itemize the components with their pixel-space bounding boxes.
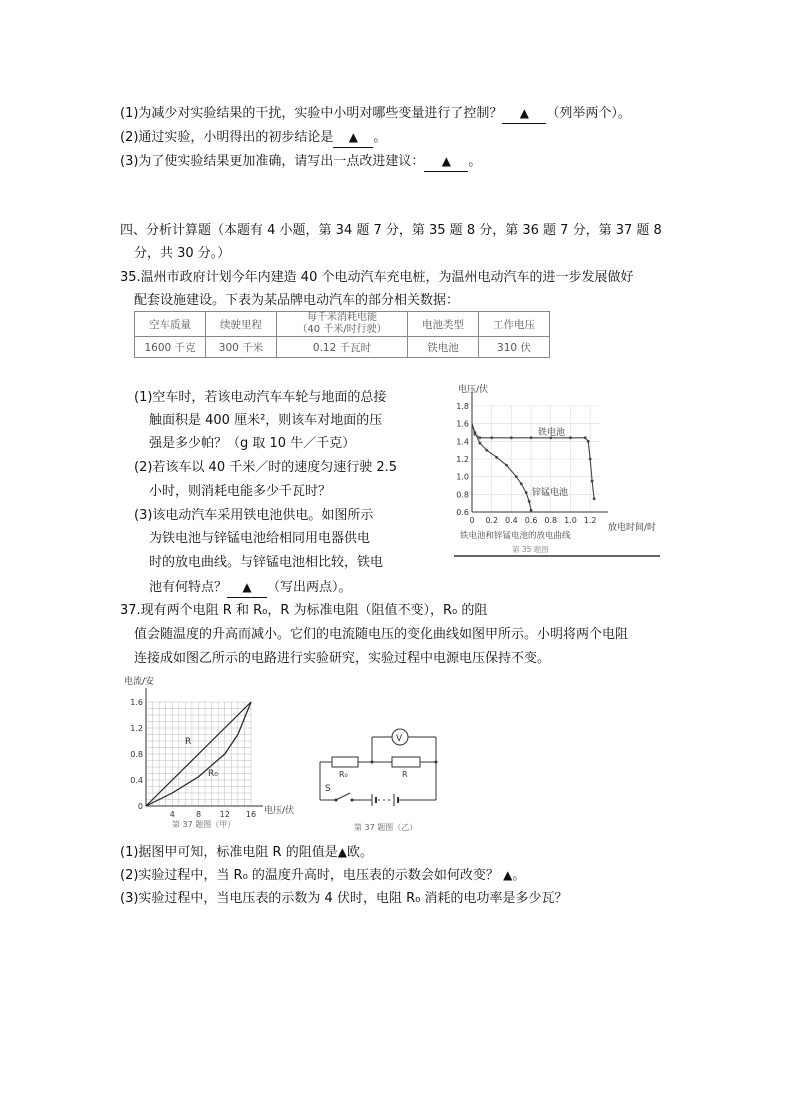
x-tick-label: 0.4 <box>505 516 518 525</box>
data-point <box>520 482 523 485</box>
y-tick-label: 1.6 <box>456 419 469 429</box>
switch-contact <box>335 799 338 802</box>
q35-part3-cont3: 池有何特点？ ▲ （写出两点）。 <box>149 578 352 598</box>
figure-label: 第 35 题图 <box>512 545 549 554</box>
q35-part3-cont: 为铁电池与锌锰电池给相同用电器供电 <box>149 531 371 546</box>
junction-dot <box>435 761 438 764</box>
r-label: R <box>402 770 408 779</box>
data-point <box>584 436 587 439</box>
data-point <box>490 436 493 439</box>
x-tick-label: 0.8 <box>544 516 558 525</box>
x-tick-label: 1.2 <box>583 516 597 525</box>
q37-intro: 37.现有两个电阻 R 和 R₀，R 为标准电阻（阻值不变），R₀ 的阻 <box>120 603 488 618</box>
data-point <box>505 464 508 467</box>
data-point <box>589 458 592 461</box>
prev-q1: (1)为减少对实验结果的干扰，实验中小明对哪些变量进行了控制？ ▲ （列举两个）。 <box>120 104 631 124</box>
q37-intro-cont: 值会随温度的升高而减小。它们的电流随电压的变化曲线如图甲所示。小明将两个电阻 <box>134 627 629 642</box>
answer-blank-mark: ▲ <box>503 868 513 882</box>
q35-intro-cont: 配套设施建设。下表为某品牌电动汽车的部分相关数据： <box>134 293 460 308</box>
x-tick-label: 0.6 <box>524 516 538 525</box>
q35-part3-cont2: 时的放电曲线。与锌锰电池相比较，铁电 <box>149 555 384 570</box>
table-row <box>135 312 550 337</box>
y-tick-label: 0.6 <box>456 508 469 517</box>
data-point <box>478 436 481 439</box>
data-point <box>495 456 498 459</box>
table-cell: 铁电池 <box>408 337 479 358</box>
y-tick-label: 0.8 <box>130 750 143 759</box>
data-point <box>528 500 531 503</box>
q35-part1: (1)空车时，若该电动汽车车轮与地面的总接 <box>134 390 387 405</box>
q37-iv-chart <box>124 672 299 832</box>
q35-discharge-chart <box>450 382 665 560</box>
q35-part2: (2)若该车以 40 千米／时的速度匀速行驶 2.5 <box>134 460 398 475</box>
series-line-1 <box>472 424 531 511</box>
q37-part1: (1)据图甲可知，标准电阻 R 的阻值是▲欧。 <box>120 845 373 860</box>
x-tick-label: 0.2 <box>485 516 499 525</box>
table-cell: 300 千米 <box>206 337 277 358</box>
figure-label: 第 37 题图（乙） <box>354 823 418 832</box>
answer-blank-mark: ▲ <box>519 106 530 120</box>
y-tick-label: 1.0 <box>456 472 469 482</box>
x-tick-label: 16 <box>245 810 257 819</box>
data-point <box>515 475 518 478</box>
x-tick-label: 12 <box>219 810 230 819</box>
q35-spec-table <box>134 311 550 358</box>
data-point <box>474 431 477 434</box>
y-tick-label: 1.2 <box>130 724 143 733</box>
data-point <box>525 491 528 494</box>
table-cell: 每千米消耗电能 （40 千米/时行驶） <box>277 312 408 337</box>
data-point <box>485 449 488 452</box>
q35-part3: (3)该电动汽车采用铁电池供电。如图所示 <box>134 508 374 523</box>
table-cell: 1600 千克 <box>135 337 206 358</box>
data-point <box>510 436 513 439</box>
data-point <box>591 480 594 483</box>
series-label-r0: R₀ <box>208 769 218 779</box>
table-cell: 0.12 千瓦时 <box>277 337 408 358</box>
x-axis-label: 放电时间/时 <box>608 523 657 533</box>
x-tick-label: 1.0 <box>564 516 577 525</box>
prev-q3: (3)为了使实验结果更加准确，请写出一点改进建议： ▲ 。 <box>120 152 481 172</box>
answer-blank-mark: ▲ <box>348 130 359 144</box>
y-tick-label: 0 <box>137 802 143 811</box>
table-cell: 空车质量 <box>135 312 206 337</box>
table-cell: 续驶里程 <box>206 312 277 337</box>
switch-label: S <box>325 784 331 794</box>
data-point <box>593 497 596 500</box>
q37-intro-cont2: 连接成如图乙所示的电路进行实验研究，实验过程中电源电压保持不变。 <box>134 651 551 666</box>
q35-part1-cont: 触面积是 400 厘米²，则该车对地面的压 <box>149 413 383 428</box>
data-point <box>530 509 533 512</box>
answer-blank-mark: ▲ <box>242 580 252 594</box>
y-tick-label: 1.4 <box>456 437 469 447</box>
data-point <box>478 442 481 445</box>
r0-label: R₀ <box>339 770 348 779</box>
switch-contact <box>351 799 354 802</box>
voltmeter-label: V <box>396 734 403 744</box>
x-tick-label: 4 <box>169 810 175 819</box>
x-tick-label: 0 <box>469 516 475 525</box>
table-cell: 工作电压 <box>479 312 550 337</box>
y-axis-label: 电压/伏 <box>458 385 489 395</box>
x-axis-label: 电压/伏 <box>264 806 295 816</box>
q37-part2: (2)实验过程中，当 R₀ 的温度升高时，电压表的示数会如何改变？ ▲。 <box>120 868 526 883</box>
y-tick-label: 0.8 <box>456 490 469 500</box>
table-cell: 310 伏 <box>479 337 550 358</box>
series-label-iron: 铁电池 <box>538 428 566 438</box>
y-tick-label: 1.6 <box>130 698 143 707</box>
data-point <box>569 436 572 439</box>
prev-q2: (2)通过实验，小明得出的初步结论是 ▲ 。 <box>120 128 386 148</box>
series-label-zinc: 锌锰电池 <box>532 488 569 498</box>
resistor-r <box>392 757 420 767</box>
table-row <box>135 337 550 358</box>
chart-caption: 铁电池和锌锰电池的放电曲线 <box>460 531 571 541</box>
answer-blank-mark: ▲ <box>441 154 452 168</box>
switch-icon <box>336 793 350 800</box>
y-tick-label: 0.4 <box>130 776 143 785</box>
q35-intro: 35.温州市政府计划今年内建造 40 个电动汽车充电桩，为温州电动汽车的进一步发展做好 <box>120 270 634 285</box>
q37-circuit-diagram <box>310 722 450 834</box>
q35-part1-cont2: 强是多少帕？（g 取 10 牛／千克） <box>149 436 356 451</box>
figure-label: 第 37 题图（甲） <box>172 820 236 829</box>
y-tick-label: 1.2 <box>456 455 469 464</box>
y-tick-label: 1.8 <box>456 402 469 411</box>
y-axis-label: 电流/安 <box>124 677 155 687</box>
answer-blank-mark: ▲ <box>337 845 347 859</box>
section4-title-cont: 分，共 30 分。） <box>134 246 231 261</box>
q37-part3: (3)实验过程中，当电压表的示数为 4 伏时，电阻 R₀ 消耗的电功率是多少瓦？ <box>120 891 568 906</box>
q35-part2-cont: 小时，则消耗电能多少千瓦时？ <box>149 484 332 499</box>
section4-title: 四、分析计算题（本题有 4 小题，第 34 题 7 分，第 35 题 8 分，第 36 题 7 分，第 37 题 8 <box>120 223 662 238</box>
series-label-r: R <box>185 737 192 747</box>
data-point <box>587 440 590 443</box>
data-point <box>530 436 533 439</box>
junction-dot <box>371 761 374 764</box>
resistor-r0 <box>332 757 358 767</box>
table-cell: 电池类型 <box>408 312 479 337</box>
x-tick-label: 8 <box>195 810 202 819</box>
